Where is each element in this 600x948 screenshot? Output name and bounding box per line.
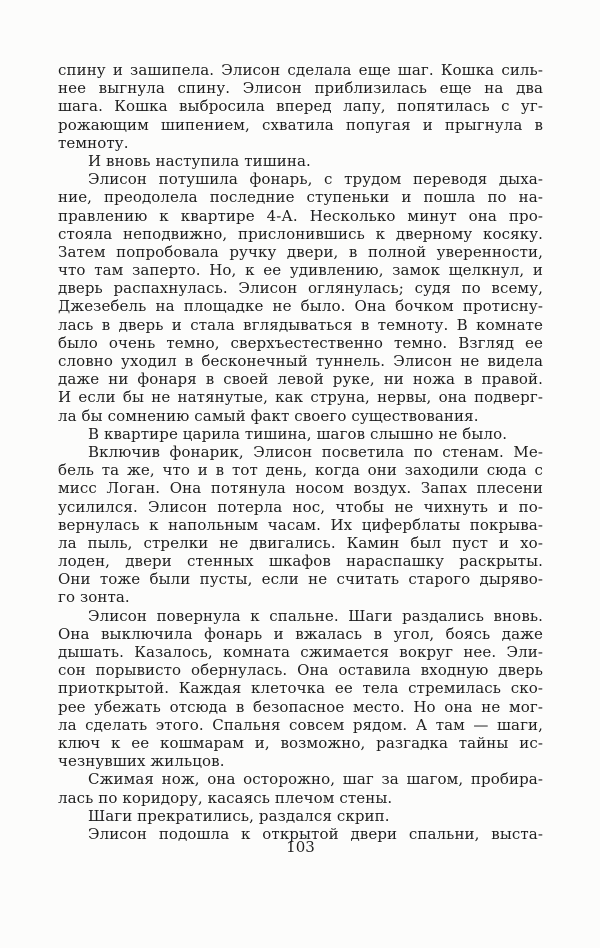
paragraph (58, 443, 543, 607)
text-line: лась в дверь и стала вглядываться в темноту. В комнате (58, 315, 543, 334)
text-line: Джезебель на площадке не было. Она бочком протисну- (58, 297, 543, 316)
text-line: ние, преодолела последние ступеньки и пошла по на- (58, 188, 543, 207)
page-number: 103 (286, 838, 315, 856)
text-line: Шаги прекратились, раздался скрип. (88, 806, 390, 825)
text-line: даже ни фонаря в своей левой руке, ни ножа в правой. (58, 370, 543, 389)
text-line: было очень темно, сверхъестественно темно. Взгляд ее (58, 333, 543, 352)
text-line: темноту. (58, 133, 129, 152)
paragraph (58, 807, 543, 825)
paragraph (58, 770, 543, 806)
text-line: Затем попробовала ручку двери, в полной уверенности, (58, 242, 543, 261)
text-line: ла сделать этого. Спальня совсем рядом. А там — шаги, (58, 715, 543, 734)
text-line: Они тоже были пусты, если не считать старого дыряво- (58, 570, 543, 589)
text-line: Включив фонарик, Элисон посветила по стенам. Ме- (88, 442, 543, 461)
paragraph (58, 425, 543, 443)
text-line: В квартире царила тишина, шагов слышно не было. (88, 424, 508, 443)
text-line: лась по коридору, касаясь плечом стены. (58, 788, 393, 807)
paragraph (58, 607, 543, 771)
text-line: мисс Логан. Она потянула носом воздух. Запах плесени (58, 479, 543, 498)
text-line: Она выключила фонарь и вжалась в угол, боясь даже (58, 624, 543, 643)
text-line: И если бы не натянутые, как струна, нервы, она подверг- (58, 388, 543, 407)
text-line: ключ к ее кошмарам и, возможно, разгадка тайны ис- (58, 733, 543, 752)
text-line: усилился. Элисон потерла нос, чтобы не чихнуть и по- (58, 497, 543, 516)
text-block (58, 61, 543, 843)
text-line: рожающим шипением, схватила попугая и прыгнула в (58, 115, 543, 134)
text-line: бель та же, что и в тот день, когда они заходили сюда с (58, 461, 543, 480)
text-line: стояла неподвижно, прислонившись к дверному косяку. (58, 224, 543, 243)
text-line: лоден, двери стенных шкафов нараспашку раскрыты. (58, 552, 543, 571)
text-line: вернулась к напольным часам. Их циферблаты покрыва- (58, 515, 543, 534)
text-line: что там заперто. Но, к ее удивлению, замок щелкнул, и (58, 261, 543, 280)
paragraph (58, 170, 543, 425)
text-line: сон порывисто обернулась. Она оставила входную дверь (58, 661, 543, 680)
text-line: Сжимая нож, она осторожно, шаг за шагом, пробира- (88, 770, 543, 789)
text-line: Элисон подошла к открытой двери спальни, выста- (88, 824, 543, 843)
text-line: Элисон потушила фонарь, с трудом переводя дыха- (88, 170, 543, 189)
text-line: рее убежать отсюда в безопасное место. Но она не мог- (58, 697, 543, 716)
text-line: И вновь наступила тишина. (88, 151, 311, 170)
text-line: Элисон повернула к спальне. Шаги раздались вновь. (88, 606, 543, 625)
text-line: дышать. Казалось, комната сжимается вокруг нее. Эли- (58, 643, 543, 661)
text-line: приоткрытой. Каждая клеточка ее тела стремилась ско- (58, 679, 543, 698)
text-line: ла бы сомнению самый факт своего существования. (58, 406, 479, 425)
text-line: словно уходил в бесконечный туннель. Элисон не видела (58, 352, 543, 370)
text-line: спину и зашипела. Элисон сделала еще шаг. Кошка силь- (58, 61, 543, 79)
text-line: ла пыль, стрелки не двигались. Камин был пуст и хо- (58, 533, 543, 552)
text-line: шага. Кошка выбросила вперед лапу, попятилась с уг- (58, 97, 543, 116)
text-line: дверь распахнулась. Элисон оглянулась; судя по всему, (58, 279, 543, 298)
paragraph (58, 152, 543, 170)
text-line: чезнувших жильцов. (58, 752, 225, 771)
text-line: нее выгнула спину. Элисон приблизилась еще на два (58, 79, 543, 98)
text-line: го зонта. (58, 588, 130, 607)
text-line: правлению к квартире 4-А. Несколько минут она про- (58, 206, 543, 225)
paragraph (58, 61, 543, 152)
